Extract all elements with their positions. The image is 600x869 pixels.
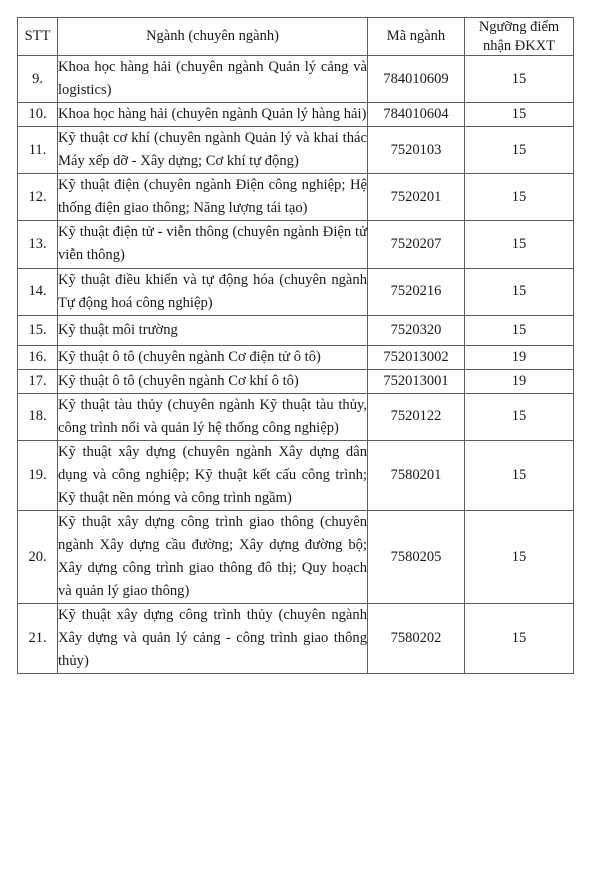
cell-nguong-diem: 15 xyxy=(465,604,574,674)
cell-stt: 10. xyxy=(18,103,58,127)
cell-ma-nganh: 7520320 xyxy=(368,315,465,345)
cell-nganh-text: Kỹ thuật xây dựng công trình giao thông (chuyên ngành Xây dựng cầu đường; Xây dựng đường bộ; Xây dựng công trình giao thông đô thị; Quy hoạch và quản lý giao thông) xyxy=(58,513,367,600)
column-header-nguong-diem xyxy=(465,18,574,56)
cell-ma-nganh: 7520201 xyxy=(368,174,465,221)
cell-ma-nganh: 7580201 xyxy=(368,440,465,510)
table-header-row xyxy=(18,18,574,56)
table-row xyxy=(18,393,574,440)
cell-nganh xyxy=(58,369,368,393)
cell-nguong-diem: 19 xyxy=(465,345,574,369)
cell-nguong-diem: 15 xyxy=(465,221,574,268)
table-row xyxy=(18,510,574,603)
admissions-table-container xyxy=(17,17,573,674)
cell-ma-nganh: 784010604 xyxy=(368,103,465,127)
cell-nganh xyxy=(58,174,368,221)
cell-stt: 14. xyxy=(18,268,58,315)
cell-nganh-text: Khoa học hàng hải (chuyên ngành Quản lý hàng hải) xyxy=(58,106,367,123)
column-header-nguong-line2: nhận ĐKXT xyxy=(482,37,556,54)
cell-stt: 16. xyxy=(18,345,58,369)
table-row xyxy=(18,345,574,369)
table-row xyxy=(18,174,574,221)
cell-nganh-text: Kỹ thuật điện tử - viễn thông (chuyên ngành Điện tử viễn thông) xyxy=(58,224,367,264)
cell-nguong-diem: 15 xyxy=(465,393,574,440)
cell-nganh-text: Kỹ thuật xây dựng công trình thủy (chuyên ngành Xây dựng và quản lý cảng - công trình giao thông thủy) xyxy=(58,607,367,670)
cell-ma-nganh: 752013002 xyxy=(368,345,465,369)
cell-stt: 20. xyxy=(18,510,58,603)
cell-nganh xyxy=(58,604,368,674)
cell-nganh-text: Kỹ thuật ô tô (chuyên ngành Cơ khí ô tô) xyxy=(58,372,299,389)
admissions-table xyxy=(17,17,574,674)
cell-nguong-diem: 15 xyxy=(465,174,574,221)
table-row xyxy=(18,56,574,103)
cell-nganh-text: Kỹ thuật tàu thủy (chuyên ngành Kỹ thuật tàu thủy, công trình nổi và quản lý hệ thống công nghiệp) xyxy=(58,396,367,436)
cell-nguong-diem: 15 xyxy=(465,268,574,315)
cell-ma-nganh: 7520216 xyxy=(368,268,465,315)
cell-nganh xyxy=(58,268,368,315)
cell-stt: 18. xyxy=(18,393,58,440)
table-row xyxy=(18,221,574,268)
cell-nganh xyxy=(58,393,368,440)
cell-nganh xyxy=(58,103,368,127)
cell-stt: 9. xyxy=(18,56,58,103)
cell-nganh-text: Kỹ thuật điều khiển và tự động hóa (chuyên ngành Tự động hoá công nghiệp) xyxy=(58,271,367,311)
cell-nganh-text: Kỹ thuật môi trường xyxy=(58,321,178,338)
cell-ma-nganh: 7520122 xyxy=(368,393,465,440)
table-row xyxy=(18,268,574,315)
cell-nganh-text: Khoa học hàng hải (chuyên ngành Quản lý cảng và logistics) xyxy=(58,59,367,99)
cell-ma-nganh: 752013001 xyxy=(368,369,465,393)
cell-stt: 12. xyxy=(18,174,58,221)
column-header-nganh: Ngành (chuyên ngành) xyxy=(58,18,368,56)
cell-stt: 21. xyxy=(18,604,58,674)
cell-nganh-text: Kỹ thuật xây dựng (chuyên ngành Xây dựng dân dụng và công nghiệp; Kỹ thuật kết cấu công trình; Kỹ thuật nền móng và công trình ngầm) xyxy=(58,443,367,506)
cell-nguong-diem: 19 xyxy=(465,369,574,393)
table-row xyxy=(18,604,574,674)
cell-nganh-text: Kỹ thuật ô tô (chuyên ngành Cơ điện tử ô tô) xyxy=(58,348,321,365)
table-body xyxy=(18,56,574,674)
cell-nguong-diem: 15 xyxy=(465,127,574,174)
cell-nguong-diem: 15 xyxy=(465,510,574,603)
cell-ma-nganh: 7580202 xyxy=(368,604,465,674)
cell-stt: 13. xyxy=(18,221,58,268)
column-header-ma-nganh: Mã ngành xyxy=(368,18,465,56)
table-row xyxy=(18,440,574,510)
column-header-nguong-line1: Ngưỡng điểm xyxy=(478,19,560,35)
cell-nganh xyxy=(58,221,368,268)
cell-stt: 11. xyxy=(18,127,58,174)
column-header-stt: STT xyxy=(18,18,58,56)
table-row xyxy=(18,369,574,393)
table-header xyxy=(18,18,574,56)
cell-nganh-text: Kỹ thuật cơ khí (chuyên ngành Quản lý và khai thác Máy xếp dỡ - Xây dựng; Cơ khí tự động) xyxy=(58,130,367,170)
cell-nguong-diem: 15 xyxy=(465,56,574,103)
cell-nganh xyxy=(58,440,368,510)
cell-ma-nganh: 784010609 xyxy=(368,56,465,103)
cell-nganh xyxy=(58,345,368,369)
cell-ma-nganh: 7580205 xyxy=(368,510,465,603)
cell-nganh xyxy=(58,315,368,345)
cell-nguong-diem: 15 xyxy=(465,103,574,127)
cell-nguong-diem: 15 xyxy=(465,440,574,510)
cell-ma-nganh: 7520103 xyxy=(368,127,465,174)
cell-nganh xyxy=(58,510,368,603)
table-row xyxy=(18,103,574,127)
cell-stt: 19. xyxy=(18,440,58,510)
table-row xyxy=(18,127,574,174)
cell-stt: 15. xyxy=(18,315,58,345)
cell-nguong-diem: 15 xyxy=(465,315,574,345)
cell-nganh xyxy=(58,127,368,174)
cell-stt: 17. xyxy=(18,369,58,393)
table-row xyxy=(18,315,574,345)
cell-nganh xyxy=(58,56,368,103)
cell-nganh-text: Kỹ thuật điện (chuyên ngành Điện công nghiệp; Hệ thống điện giao thông; Năng lượng tái tạo) xyxy=(58,177,367,217)
cell-ma-nganh: 7520207 xyxy=(368,221,465,268)
